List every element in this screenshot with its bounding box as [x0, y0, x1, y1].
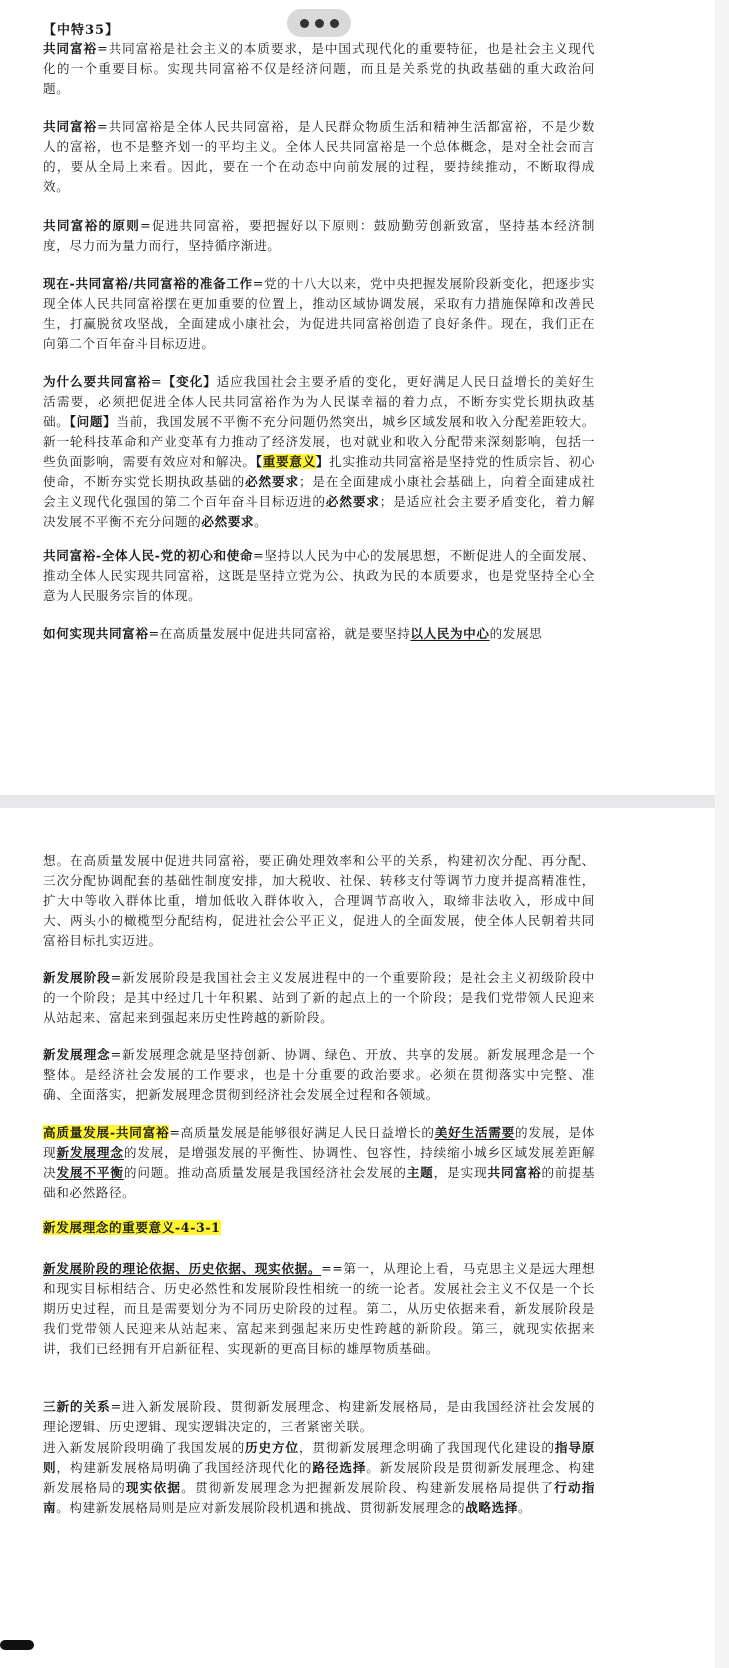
paragraph-text: 的发展，是体现 — [43, 1125, 595, 1160]
term-heading: 为什么要共同富裕 — [43, 374, 152, 389]
paragraph-text: 。新发展阶段是贯彻新发展理念、构建新发展格局的 — [43, 1460, 596, 1495]
more-dots-icon[interactable] — [287, 9, 351, 37]
paragraph-text: =促进共同富裕，要把握好以下原则：鼓励勤劳创新致富，坚持基本经济制度，尽力而为量力而行，坚持循序渐进。 — [43, 218, 595, 253]
paragraph-text: 。贯彻新发展理念为把握新发展阶段、构建新发展格局提供了 — [181, 1480, 555, 1495]
paragraph-text: =进入新发展阶段、贯彻新发展理念、构建新发展格局，是由我国经济社会发展的理论逻辑、历史逻辑、现实逻辑决定的，三者紧密关联。 — [43, 1399, 595, 1434]
section-tag: 【中特35】 — [43, 23, 120, 38]
emphasis: 指导原则 — [43, 1440, 595, 1475]
paragraph-text: 适应我国社会主要矛盾的变化，更好满足人民日益增长的美好生活需要，必须把促进全体人民共同富裕作为为人民谋幸福的着力点，不断夯实党长期执政基础。 — [43, 374, 595, 429]
dot-icon — [300, 19, 309, 28]
dot-icon — [330, 19, 339, 28]
term-heading: 共同富裕-全体人民-党的初心和使命 — [43, 548, 254, 563]
paragraph-text: 的发展，是增强发展的平衡性、协调性、包容性，持续缩小城乡区域发展差距解决 — [43, 1145, 596, 1180]
paragraph-text: ；是在全面建成小康社会基础上，向着全面建成社会主义现代化强国的第二个百年奋斗目标迈进的 — [43, 474, 596, 509]
paragraph-text: ，贯彻新发展理念明确了我国现代化建设的 — [298, 1440, 555, 1455]
document-page-2 — [0, 808, 715, 1668]
underlined-phrase: 美好生活需要 — [434, 1125, 515, 1140]
underlined-phrase: 发展不平衡 — [56, 1165, 124, 1180]
term-heading: 新发展理念 — [43, 1047, 111, 1062]
emphasis: 主题 — [406, 1165, 434, 1180]
paragraph-text: ；是适应社会主要矛盾变化，着力解决发展不平衡不充分问题的 — [43, 494, 596, 529]
paragraph-common-prosperity-meaning — [43, 117, 595, 197]
paragraph-high-quality-development — [43, 1123, 595, 1203]
emphasis: 历史方位 — [245, 1440, 299, 1455]
paragraph-new-stage — [43, 968, 595, 1028]
paragraph-text: 的发展思 — [489, 626, 543, 641]
emphasis: 必然要求 — [201, 514, 255, 529]
term-heading: 新发展阶段 — [43, 970, 111, 985]
paragraph-text: =坚持以人民为中心的发展思想，不断促进人的全面发展、推动全体人民实现共同富裕，这既是坚持立党为公、执政为民的本质要求，也是党坚持全心全意为人民服务宗旨的体现。 — [43, 548, 596, 603]
term-heading: 如何实现共同富裕 — [43, 626, 149, 641]
term-heading: 共同富裕的原则 — [43, 218, 141, 233]
bracket-close: 】 — [315, 454, 330, 469]
term-heading: 共同富裕 — [43, 41, 98, 56]
underlined-phrase: 以人民为中心 — [410, 626, 490, 641]
paragraph-text: ，构建新发展格局明确了我国经济现代化的 — [56, 1460, 313, 1475]
paragraph-text: ，是实现 — [433, 1165, 488, 1180]
paragraph-text: 的问题。推动高质量发展是我国经济社会发展的 — [123, 1165, 407, 1180]
emphasis: 路径选择 — [312, 1460, 367, 1475]
term-heading: 共同富裕 — [43, 119, 98, 134]
paragraph-text: 的前提基础和必然路径。 — [43, 1165, 596, 1200]
highlighted-title: 新发展理念的重要意义-4-3-1 — [43, 1220, 221, 1235]
paragraph-continuation — [43, 851, 595, 951]
paragraph-text: 进入新发展阶段明确了我国发展的 — [43, 1440, 246, 1455]
emphasis: 必然要求 — [325, 494, 380, 509]
paragraph-text: =共同富裕是全体人民共同富裕，是人民群众物质生活和精神生活都富裕，不是少数人的富裕，也不是整齐划一的平均主义。全体人民共同富裕是一个总体概念，是对全社会而言的，要从全局上来看。因此，要在一个在动态中向前发展的过程，要持续推动，不断取得成效。 — [43, 119, 595, 194]
dot-icon — [315, 19, 324, 28]
paragraph-common-prosperity-definition — [43, 39, 595, 99]
period: 。 — [518, 1500, 532, 1515]
emphasis: 共同富裕 — [487, 1165, 542, 1180]
equals-sign: = — [151, 374, 163, 389]
paragraph-why — [43, 372, 595, 532]
paragraph-three-basis — [43, 1259, 595, 1359]
paragraph-principles — [43, 216, 595, 256]
home-indicator[interactable] — [0, 1640, 34, 1650]
emphasis: 必然要求 — [245, 474, 299, 489]
paragraph-text: =新发展理念就是坚持创新、协调、绿色、开放、共享的发展。新发展理念是一个整体。是经济社会发展的工作要求，也是十分重要的政治要求。必须在贯彻落实中完整、准确、全面落实，把新发展理念贯彻到经济社会发展全过程和各领域。 — [43, 1047, 595, 1102]
emphasis: 行动指南 — [43, 1480, 595, 1515]
paragraph-how-to-achieve — [43, 624, 595, 644]
paragraph-original-mission — [43, 546, 595, 606]
emphasis: 战略选择 — [465, 1500, 518, 1515]
keyword-significance-highlight: 重要意义 — [262, 454, 316, 469]
right-edge-strip — [715, 0, 729, 1668]
keyword-change: 【变化】 — [162, 374, 217, 389]
period: 。 — [254, 514, 268, 529]
term-heading: 现在-共同富裕/共同富裕的准备工作 — [43, 276, 253, 291]
term-heading-highlight: 高质量发展-共同富裕 — [43, 1125, 170, 1140]
document-page-1 — [0, 0, 715, 795]
emphasis: 现实依据 — [125, 1480, 182, 1495]
underlined-phrase: 新发展理念 — [56, 1145, 124, 1160]
paragraph-text: 。构建新发展格局则是应对新发展阶段机遇和挑战、贯彻新发展理念的 — [56, 1500, 466, 1515]
paragraph-preparation — [43, 274, 595, 354]
paragraph-text: =共同富裕是社会主义的本质要求，是中国式现代化的重要特征，也是社会主义现代化的一个重要目标。实现共同富裕不仅是经济问题，而且是关系党的执政基础的重大政治问题。 — [43, 41, 595, 96]
paragraph-text: 扎实推动共同富裕是坚持党的性质宗旨、初心使命，不断夯实党长期执政基础的 — [43, 454, 595, 489]
term-heading: 新发展阶段的理论依据、历史依据、现实依据。 — [43, 1261, 322, 1276]
paragraph-text: =高质量发展是能够很好满足人民日益增长的 — [169, 1125, 435, 1140]
paragraph-new-concept — [43, 1045, 595, 1105]
paragraph-text: 当前，我国发展不平衡不充分问题仍然突出，城乡区域发展和收入分配差距较大。新一轮科技革命和产业变革有力推动了经济发展，也对就业和收入分配带来深刻影响，包括一些负面影响，需要有效应对和解决。 — [43, 414, 595, 469]
keyword-problem: 【问题】 — [69, 414, 117, 429]
paragraph-text: =党的十八大以来，党中央把握发展阶段新变化，把逐步实现全体人民共同富裕摆在更加重要的位置上，推动区域协调发展，采取有力措施保障和改善民生，打赢脱贫攻坚战，全面建成小康社会，为促进共同富裕创造了良好条件。现在，我们正在向第二个百年奋斗目标迈进。 — [43, 276, 596, 351]
paragraph-significance-title — [43, 1218, 595, 1238]
paragraph-text: ==第一，从理论上看，马克思主义是远大理想和现实目标相结合、历史必然性和发展阶段性相统一的统一论者。发展社会主义不仅是一个长期历史过程，而且是需要划分为不同历史阶段的过程。第二，从历史依据来看，新发展阶段是我们党带领人民迎来从站起来、富起来到强起来历史性跨越的新阶段。第三，就现实依据来讲，我们已经拥有开启新征程、实现新的更高目标的雄厚物质基础。 — [43, 1261, 595, 1356]
paragraph-text: =在高质量发展中促进共同富裕，就是要坚持 — [148, 626, 411, 641]
paragraph-text: 想。在高质量发展中促进共同富裕，要正确处理效率和公平的关系，构建初次分配、再分配、三次分配协调配套的基础性制度安排，加大税收、社保、转移支付等调节力度并提高精准性，扩大中等收入群体比重，增加低收入群体收入，合理调节高收入，取缔非法收入，形成中间大、两头小的橄榄型分配结构，促进社会公平正义，促进人的全面发展，使全体人民朝着共同富裕目标扎实迈进。 — [43, 853, 595, 948]
paragraph-text: =新发展阶段是我国社会主义发展进程中的一个重要阶段；是社会主义初级阶段中的一个阶段；是其中经过几十年积累、站到了新的起点上的一个阶段；是我们党带领人民迎来从站起来、富起来到强起来历史性跨越的新阶段。 — [43, 970, 595, 1025]
bracket-open: 【 — [255, 454, 263, 469]
paragraph-three-new-relation — [43, 1397, 595, 1437]
term-heading: 三新的关系 — [43, 1399, 111, 1414]
paragraph-three-new-detail — [43, 1438, 595, 1518]
